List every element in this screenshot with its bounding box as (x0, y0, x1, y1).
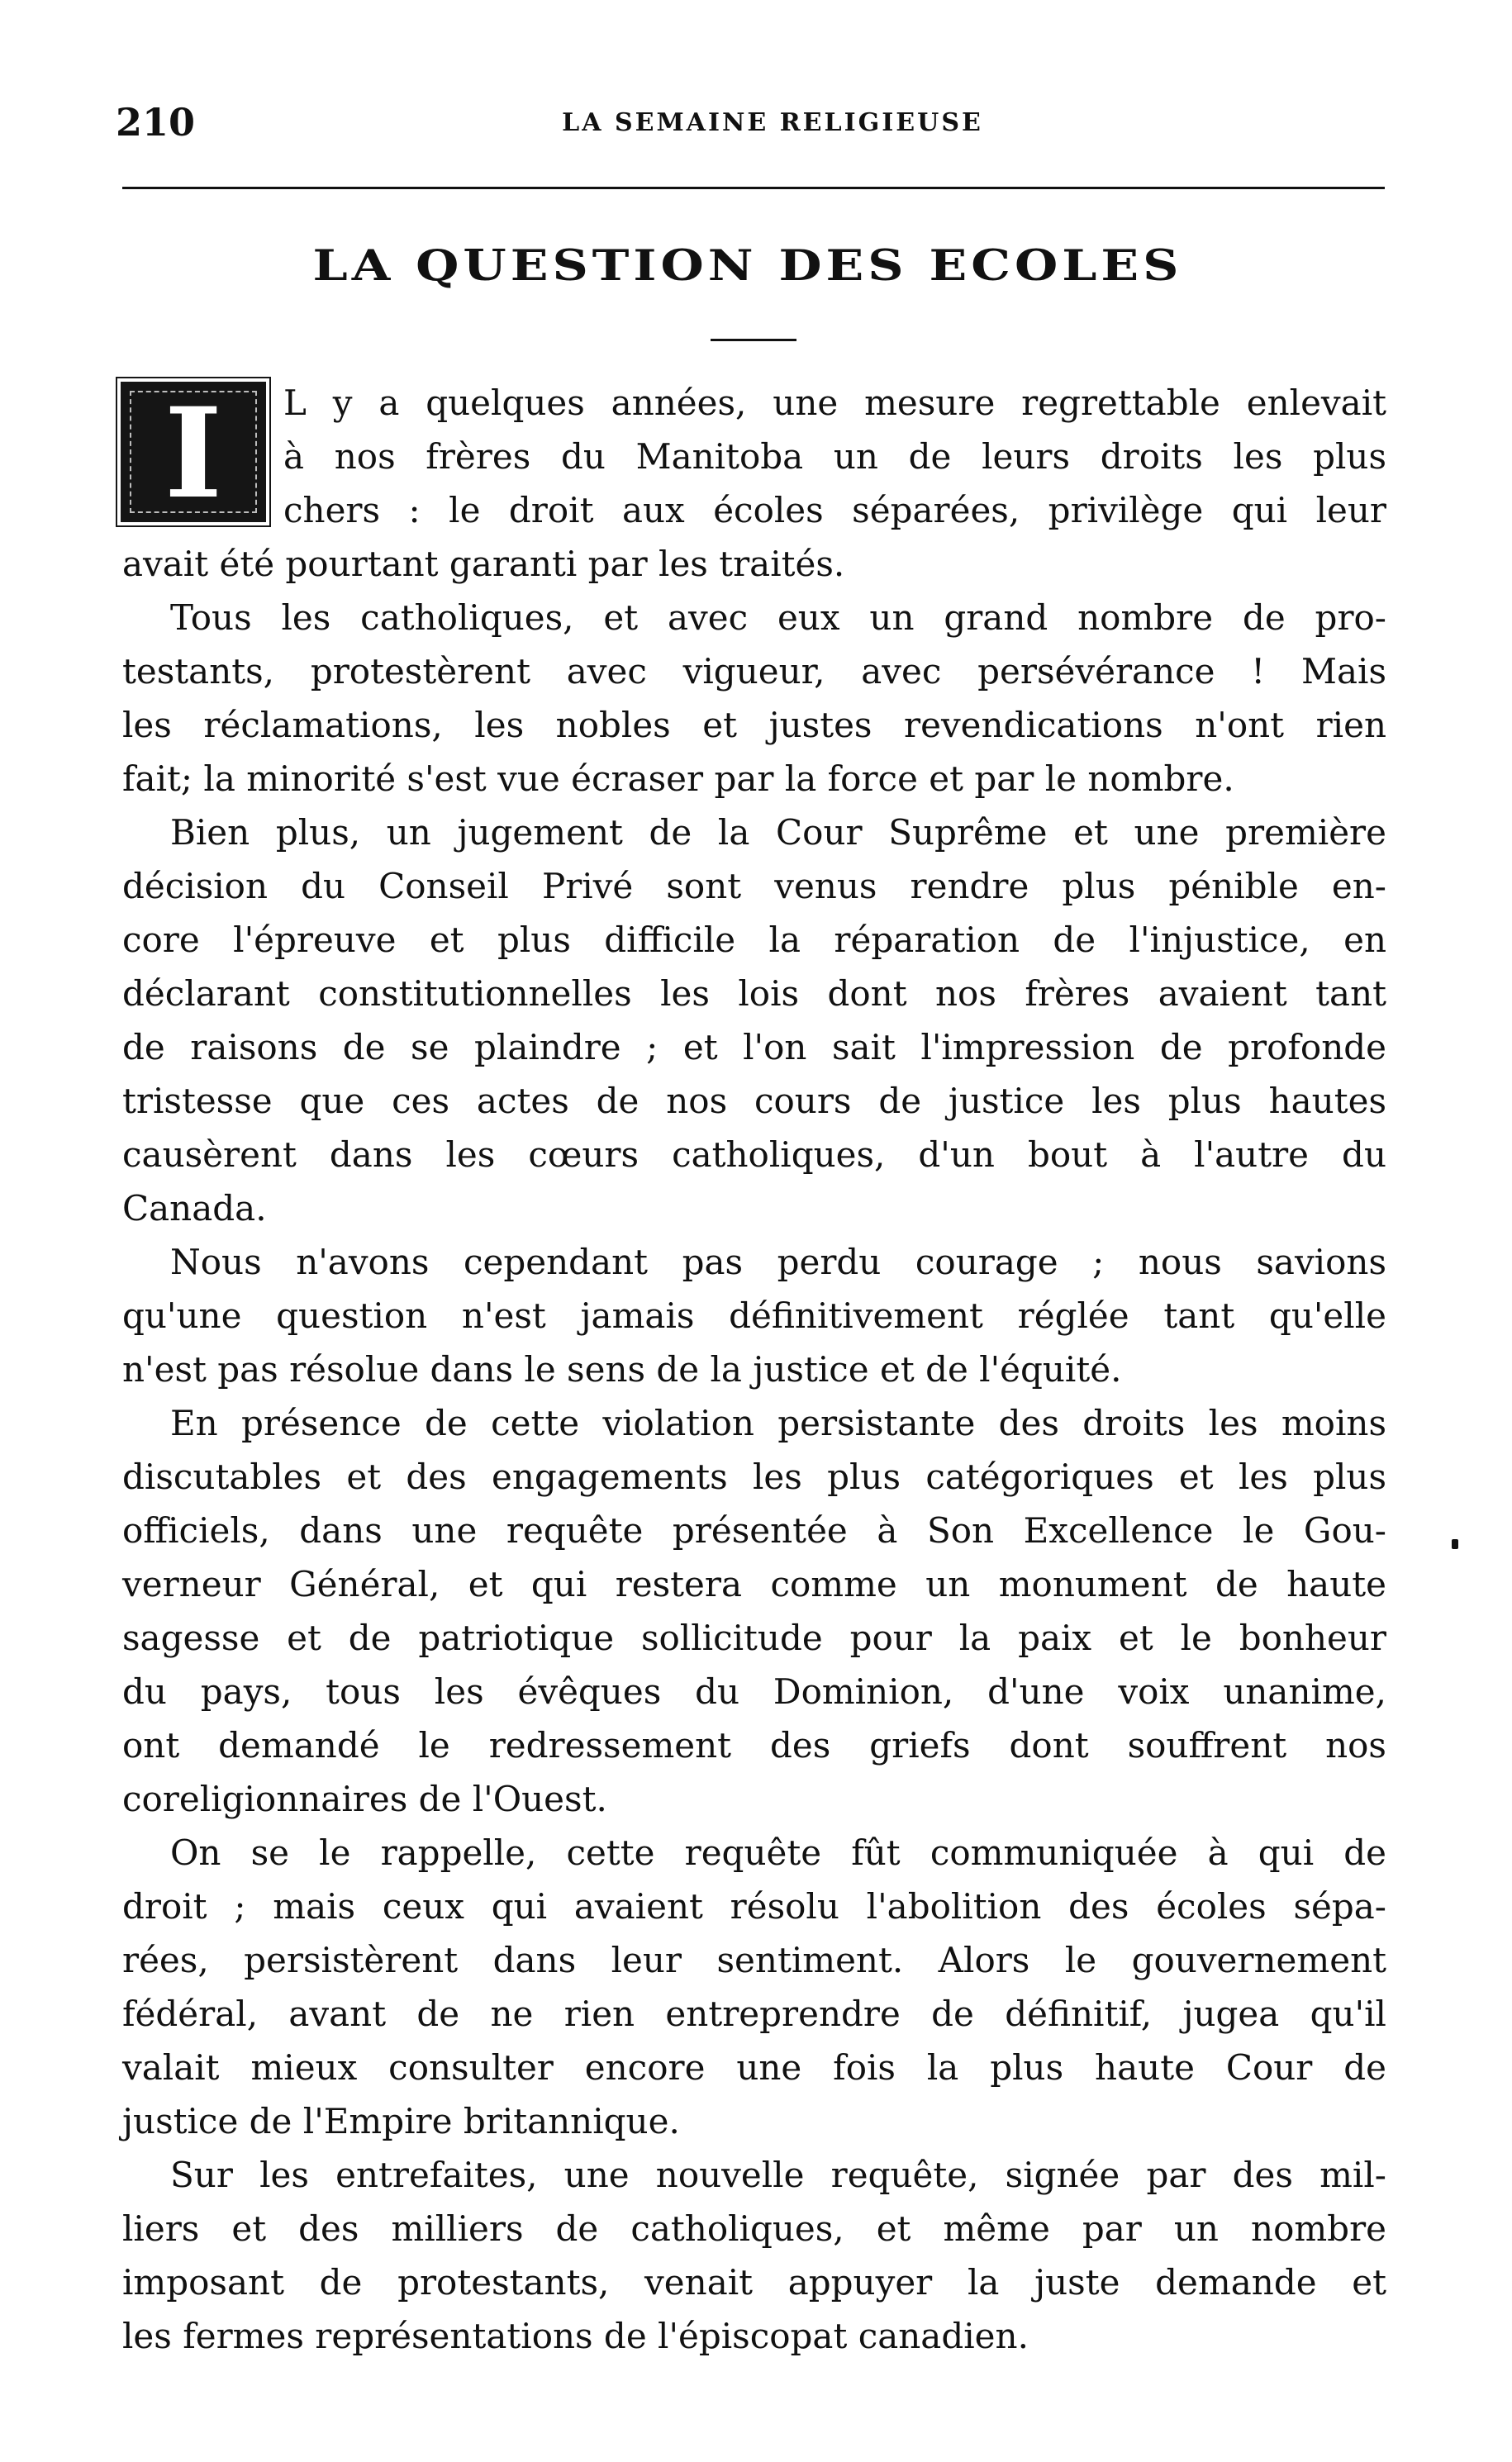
text-line: officiels, dans une requête présentée à Son Excellence le Gou- (122, 1510, 1386, 1551)
text-line: ont demandé le redressement des griefs dont souffrent nos (122, 1725, 1386, 1766)
text-line: décision du Conseil Privé sont venus rendre plus pénible en- (122, 866, 1386, 906)
text-line: coreligionnaires de l'Ouest. (122, 1779, 607, 1819)
text-line: Tous les catholiques, et avec eux un grand nombre de pro- (170, 597, 1386, 638)
text-line: testants, protestèrent avec vigueur, avec persévérance ! Mais (122, 651, 1386, 692)
text-line: les fermes représentations de l'épiscopat canadien. (122, 2316, 1029, 2356)
article-body (122, 376, 1386, 2363)
text-line: En présence de cette violation persistante des droits les moins (170, 1403, 1386, 1443)
text-line: tristesse que ces actes de nos cours de justice les plus hautes (122, 1081, 1386, 1121)
text-line: fédéral, avant de ne rien entreprendre de définitif, jugea qu'il (122, 1994, 1386, 2034)
text-line: justice de l'Empire britannique. (122, 2101, 680, 2141)
stray-ink-mark (1452, 1539, 1458, 1549)
drop-cap-letter: I (164, 381, 223, 526)
text-line: les réclamations, les nobles et justes revendications n'ont rien (122, 705, 1386, 745)
text-line: fait; la minorité s'est vue écraser par la force et par le nombre. (122, 758, 1234, 799)
text-line: à nos frères du Manitoba un de leurs droits les plus (283, 436, 1386, 477)
running-head (116, 97, 1380, 147)
header-rule (122, 187, 1385, 189)
text-line: droit ; mais ceux qui avaient résolu l'abolition des écoles sépa- (122, 1886, 1386, 1927)
text-line: valait mieux consulter encore une fois la plus haute Cour de (122, 2047, 1386, 2088)
text-line: avait été pourtant garanti par les traités. (122, 544, 845, 584)
text-line: Sur les entrefaites, une nouvelle requête, signée par des mil- (170, 2155, 1386, 2195)
text-line: déclarant constitutionnelles les lois dont nos frères avaient tant (122, 973, 1386, 1014)
text-line: discutables et des engagements les plus catégoriques et les plus (122, 1457, 1386, 1497)
text-line: imposant de protestants, venait appuyer la juste demande et (122, 2262, 1386, 2303)
text-line: core l'épreuve et plus difficile la réparation de l'injustice, en (122, 920, 1386, 960)
text-line: rées, persistèrent dans leur sentiment. Alors le gouvernement (122, 1940, 1386, 1980)
text-line: Canada. (122, 1188, 267, 1229)
text-line: qu'une question n'est jamais définitivement réglée tant qu'elle (122, 1295, 1386, 1336)
title-rule (711, 339, 796, 341)
text-line: du pays, tous les évêques du Dominion, d'une voix unanime, (122, 1671, 1386, 1712)
text-line: de raisons de se plaindre ; et l'on sait l'impression de profonde (122, 1027, 1386, 1067)
text-line: Bien plus, un jugement de la Cour Suprême et une première (170, 812, 1386, 853)
text-line: Nous n'avons cependant pas perdu courage ; nous savions (170, 1242, 1386, 1282)
text-line: n'est pas résolue dans le sens de la justice et de l'équité. (122, 1349, 1122, 1390)
text-line: sagesse et de patriotique sollicitude pour la paix et le bonheur (122, 1618, 1386, 1658)
journal-title: LA SEMAINE RELIGIEUSE (562, 108, 983, 137)
text-line: verneur Général, et qui restera comme un monument de haute (122, 1564, 1386, 1604)
text-line: causèrent dans les cœurs catholiques, d'un bout à l'autre du (122, 1134, 1386, 1175)
text-line: chers : le droit aux écoles séparées, privilège qui leur (283, 490, 1386, 530)
article-title: LA QUESTION DES ECOLES (312, 241, 1183, 291)
text-line: liers et des milliers de catholiques, et même par un nombre (122, 2208, 1386, 2249)
page-number: 210 (116, 100, 196, 145)
text-line: L y a quelques années, une mesure regrettable enlevait (283, 383, 1386, 423)
text-line: On se le rappelle, cette requête fût communiquée à qui de (170, 1832, 1386, 1873)
